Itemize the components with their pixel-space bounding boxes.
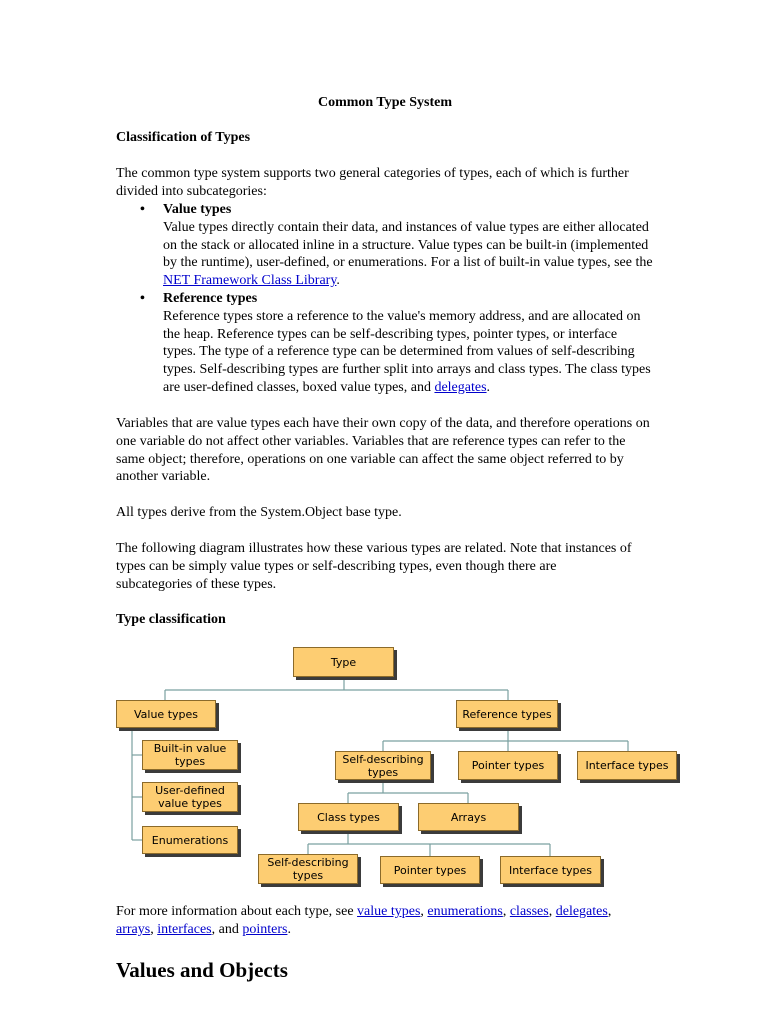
- self-describing-types-box: Self-describing types: [335, 751, 431, 780]
- interface-types-box: Interface types: [577, 751, 677, 780]
- value-types-link[interactable]: value types: [357, 904, 421, 919]
- arrays-box: Arrays: [418, 803, 519, 831]
- variables-paragraph: Variables that are value types each have their own copy of the data, and therefore operations on one variable do not affect other variables. Variables that are reference types can refer to the same object; therefore, operations on one variable can affect the same object referred to by another variable.: [116, 416, 650, 485]
- self-describing-types-box: Self-describing types: [258, 854, 358, 884]
- enumerations-link[interactable]: enumerations: [427, 904, 503, 919]
- delegates-link[interactable]: delegates: [434, 379, 487, 395]
- class-types-box: Class types: [298, 803, 399, 831]
- type-box: Type: [293, 647, 394, 677]
- document-title: Common Type System: [317, 95, 453, 110]
- diagram-heading: Type classification: [116, 612, 226, 627]
- section-heading: Classification of Types: [116, 130, 251, 145]
- classes-link[interactable]: classes: [509, 904, 549, 919]
- enumerations-box: Enumerations: [142, 826, 238, 854]
- pointer-types-box: Pointer types: [380, 856, 480, 884]
- delegates-link[interactable]: delegates: [555, 904, 608, 919]
- more-info-paragraph: For more information about each type, see value types, enumerations, classes, delegates, arrays, interfaces, and pointers.: [116, 904, 612, 937]
- bullet-description: Reference types store a reference to the value's memory address, and are allocated on the heap. Reference types can be self-describing types, pointer types, or interface types. The type of a reference type can be determined from values of self-describing types. Self-describing types are further split into arrays and class types. The class types are user-defined classes, boxed value types, and delegates.: [163, 308, 651, 395]
- pointer-types-box: Pointer types: [458, 751, 558, 780]
- pointers-link[interactable]: pointers: [242, 921, 288, 937]
- built-in-value-types-box: Built-in value types: [142, 740, 238, 770]
- derive-paragraph: All types derive from the System.Object base type.: [116, 505, 402, 520]
- list-item: [116, 290, 656, 397]
- list-item: [116, 201, 656, 290]
- reference-types-box: Reference types: [456, 700, 558, 728]
- bullet-description: Value types directly contain their data, and instances of value types are either allocated on the stack or allocated inline in a structure. Value types can be built-in (implemented by the runtime), user-defined, or enumerations. For a list of built-in value types, see the NET Framework Class Library.: [163, 219, 653, 289]
- type-categories-list: [116, 201, 656, 397]
- intro-paragraph: The common type system supports two general categories of types, each of which is further divided into subcategories:: [116, 166, 629, 199]
- bullet-term-value-types: • Value types: [163, 202, 232, 217]
- arrays-link[interactable]: arrays: [116, 921, 151, 937]
- interface-types-box: Interface types: [500, 856, 601, 884]
- value-types-box: Value types: [116, 700, 216, 728]
- interfaces-link[interactable]: interfaces: [157, 921, 212, 937]
- diagram-paragraph: The following diagram illustrates how these various types are related. Note that instances of types can be simply value types or self-describing types, even though there are subcategories of these types.: [116, 541, 632, 592]
- bullet-term-reference-types: • Reference types: [163, 290, 258, 306]
- user-defined-value-types-box: User-defined value types: [142, 782, 238, 812]
- next-section-heading: Values and Objects: [116, 958, 288, 982]
- net-framework-class-library-link[interactable]: NET Framework Class Library: [163, 273, 337, 289]
